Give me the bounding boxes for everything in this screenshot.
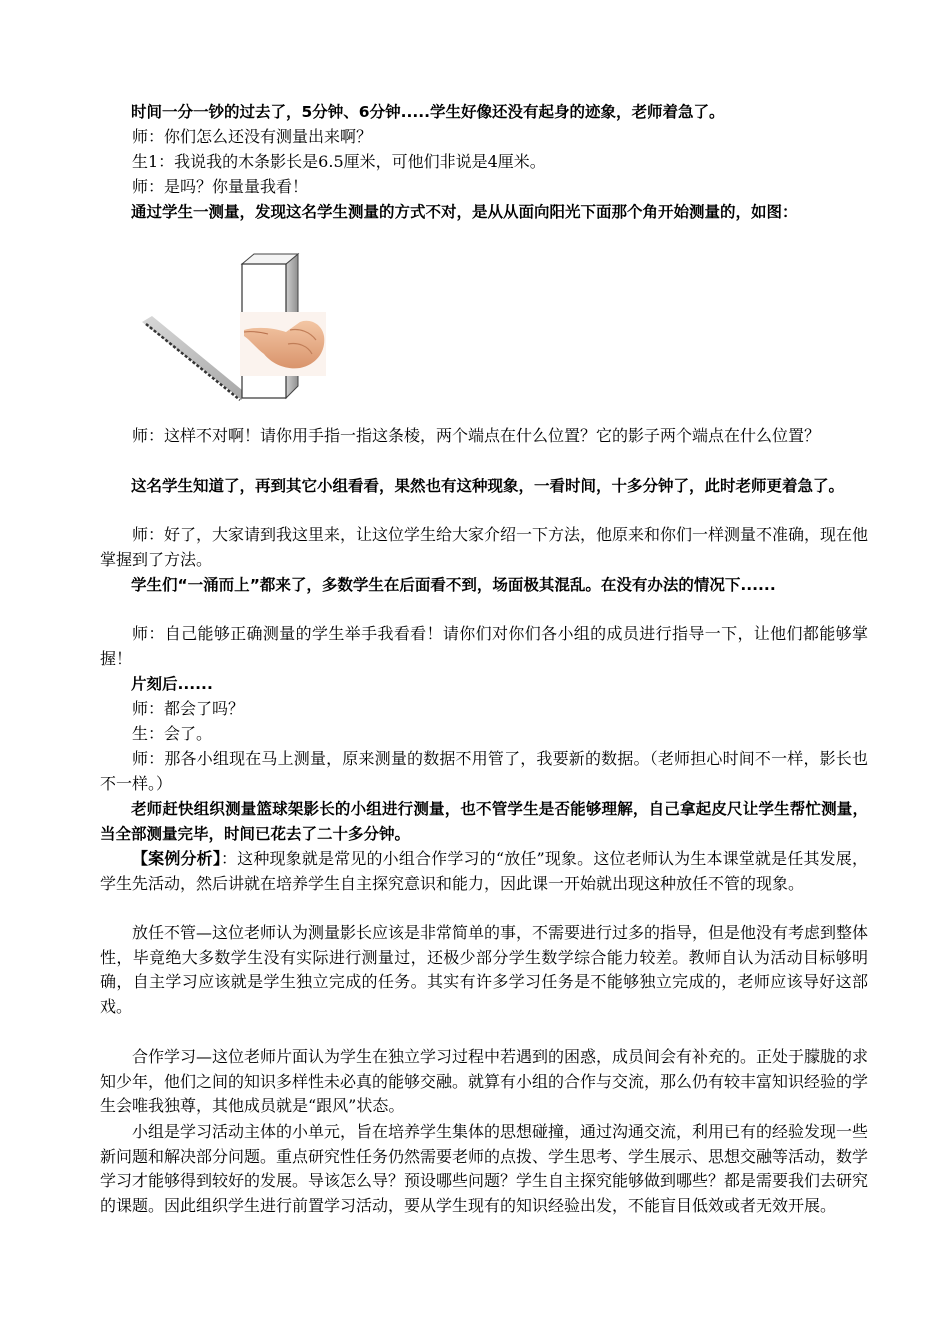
paragraph-1: 时间一分一钞的过去了，5分钟、6分钟.....学生好像还没有起身的迹象，老师着急了。 bbox=[131, 103, 725, 121]
paragraph-3: 生1：我说我的木条影长是6.5厘米，可他们非说是4厘米。 bbox=[132, 152, 546, 171]
paragraph-11: 片刻后...... bbox=[131, 675, 213, 693]
paragraph-13: 生：会了。 bbox=[132, 724, 213, 743]
paragraph-15: 老师赶快组织测量篮球架影长的小组进行测量，也不管学生是否能够理解，自己拿起皮尺让学生帮忙测量，当全部测量完毕，时间已花去了二十多分钟。 bbox=[100, 800, 868, 843]
shadow-shape bbox=[142, 316, 242, 400]
paragraph-18: 合作学习—这位老师片面认为学生在独立学习过程中若遇到的困惑，成员间会有补充的。正处于朦胧的求知少年，他们之间的知识多样性未必真的能够交融。就算有小组的合作与交流，那么仍有较丰富知识经验的学生会唯我独尊，其他成员就是“跟风”状态。 bbox=[100, 1047, 869, 1116]
paragraph-7: 这名学生知道了，再到其它小组看看，果然也有这种现象，一看时间，十多分钟了，此时老师更着急了。 bbox=[131, 477, 845, 495]
paragraph-2: 师：你们怎么还没有测量出来啊？ bbox=[132, 127, 373, 146]
paragraph-4: 师：是吗？你量量我看！ bbox=[132, 177, 309, 196]
case-analysis-text: ：这种现象就是常见的小组合作学习的“放任”现象。这位老师认为生本课堂就是任其发展，学生先活动，然后讲就在培养学生自主探究意识和能力，因此课一开始就出现这种放任不管的现象。 bbox=[100, 849, 868, 893]
paragraph-5: 通过学生一测量，发现这名学生测量的方式不对，是从从面向阳光下面那个角开始测量的，如图： bbox=[131, 203, 798, 221]
paragraph-19: 小组是学习活动主体的小单元，旨在培养学生集体的思想碰撞，通过沟通交流，利用已有的经验发现一些新问题和解决部分问题。重点研究性任务仍然需要老师的点拨、学生思考、学生展示、思想交融等活动，数学学习才能够得到较好的发展。导该怎么导？预设哪些问题？学生自主探究能够做到哪些？都是需要我们去研究的课题。因此组织学生进行前置学习活动，要从学生现有的知识经验出发，不能盲目低效或者无效开展。 bbox=[100, 1122, 869, 1215]
paragraph-8: 师：好了，大家请到我这里来，让这位学生给大家介绍一下方法，他原来和你们一样测量不准确，现在他掌握到了方法。 bbox=[100, 525, 869, 569]
measurement-figure bbox=[140, 250, 340, 412]
paragraph-10: 师：自己能够正确测量的学生举手我看看！请你们对你们各小组的成员进行指导一下，让他们都能够掌握！ bbox=[100, 624, 868, 668]
paragraph-6: 师：这样不对啊！请你用手指一指这条棱，两个端点在什么位置？它的影子两个端点在什么位置？ bbox=[132, 426, 821, 445]
case-analysis-label: 【案例分析】 bbox=[132, 849, 221, 868]
paragraph-12: 师：都会了吗？ bbox=[132, 699, 245, 718]
paragraph-17: 放任不管—这位老师认为测量影长应该是非常简单的事，不需要进行过多的指导，但是他没有考虑到整体性，毕竟绝大多数学生没有实际进行测量过，还极少部分学生数学综合能力较差。教师自认为活动目标够明确，自主学习应该就是学生独立完成的任务。其实有许多学习任务是不能够独立完成的，老师应该导好这部戏。 bbox=[100, 923, 869, 1016]
paragraph-16 bbox=[100, 847, 868, 896]
paragraph-9: 学生们“一涌而上”都来了，多数学生在后面看不到，场面极其混乱。在没有办法的情况下...... bbox=[131, 576, 776, 594]
paragraph-14: 师：那各小组现在马上测量，原来测量的数据不用管了，我要新的数据。（老师担心时间不一样，影长也不一样。） bbox=[100, 749, 868, 793]
